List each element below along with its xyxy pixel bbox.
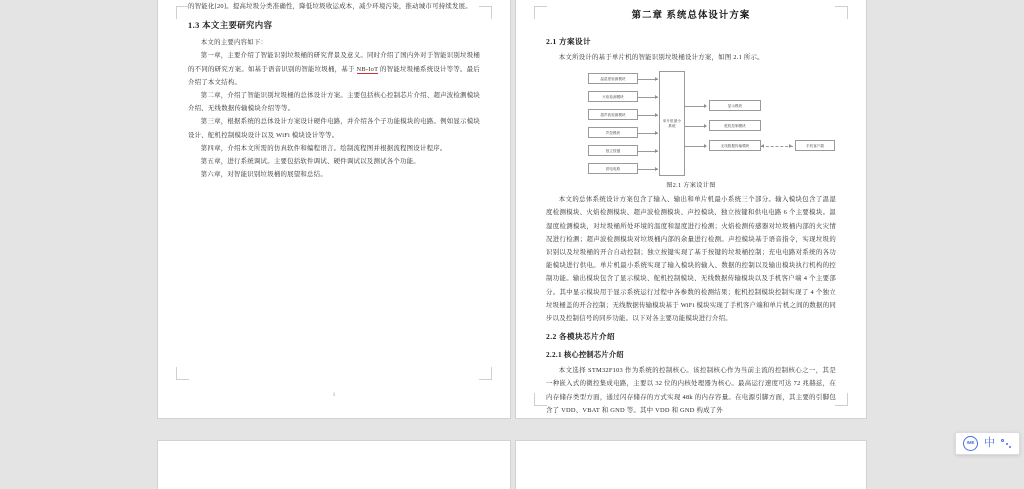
paragraph-2-2-1: 本文选择 STM32F103 作为系统的控制核心。该控制核心作为当前主流的控制核心之一，其是一种嵌入式的微控集成电路，主要以 32 位的内核处理器为核心。最高运行速度可达 72 兆赫兹，在内存储存类型方面，通过闪存储存的方式实现 48k 的内存容量。在电源引脚方面，其主要的引脚包含了 VDD、VBAT 和 GND 等。其中 VDD 和 GND 构成了外	[546, 367, 836, 414]
ime-logo-icon[interactable]: IME	[963, 436, 978, 451]
paragraph-chapter-2: 第二章，介绍了智能识别垃圾桶的总体设计方案。主要包括核心控制芯片介绍、超声波检测模块介绍、无线数据传输模块介绍等等。	[188, 92, 480, 113]
paragraph-system-overview: 本文的总体系统设计方案包含了输入、输出和单片机最小系统三个部分。输入模块包含了温湿度检测模块、火焰检测模块、超声波检测模块、声控模块、独立按键和供电电路 6 个主要模块。温湿度检测模块，对垃圾桶所处环境的温度和湿度进行检测；火焰检测传感器对垃圾桶内部的火灾情况进行检测；超声波检测模块对垃圾桶内部的余量进行检测。声控模块基于语音指令，实现垃圾的识别以及垃圾桶的开合自动控制；独立按键实现了基于按键的垃圾桶控制；充电电路对系统的各功能模块进行供电。单片机最小系统实现了输入模块的输入、数据的控制以及输出模块执行机构的控制功能。输出模块包含了显示模块、舵机控制模块、无线数据传输模块以及手机客户端 4 个主要部分。其中显示模块用于显示系统运行过程中各参数的检测结果；舵机控制模块控制实现了 4 个独立垃圾桶盖的开合控制；无线数据传输模块基于 WiFi 模块实现了手机客户端和单片机之间的数据的同步以及控制信号的同步功能。以下对各主要功能模块进行介绍。	[546, 196, 836, 323]
diagram-arrow-input-5	[655, 167, 658, 171]
diagram-block-terminal: 手机客户端	[795, 140, 835, 151]
paragraph-chapter-4: 第四章，介绍本文所需的仿真软件和编程语言。绘制流程图并根据流程图设计程序。	[200, 144, 447, 152]
page-number-left: 1	[332, 392, 336, 398]
diagram-arrow-input-3	[655, 131, 658, 135]
heading-2-2-1: 2.2.1 核心控制芯片介绍	[546, 351, 624, 360]
crop-mark-top-right	[479, 6, 492, 19]
diagram-line-output-1	[685, 126, 706, 127]
document-page-left[interactable]	[158, 0, 510, 418]
figure-caption: 图2.1 方案设计图	[666, 182, 716, 190]
crop-mark-top-left	[534, 6, 547, 19]
diagram-block-input-5: 供电电路	[588, 163, 638, 174]
chapter-title: 第二章 系统总体设计方案	[631, 11, 751, 21]
diagram-block-input-0: 温湿度检测模块	[588, 73, 638, 84]
diagram-block-mcu-label: 单片机最小系统	[662, 118, 682, 128]
diagram-arrow-output-0	[704, 104, 707, 108]
heading-2-2: 2.2 各模块芯片介绍	[546, 332, 615, 342]
diagram-arrow-input-2	[655, 113, 658, 117]
crop-mark-bottom-right	[479, 367, 492, 380]
diagram-arrow-terminal-left	[761, 144, 764, 148]
crop-mark-bottom-left	[176, 367, 189, 380]
spellcheck-underlined-term: NB-IoT	[356, 65, 379, 73]
paragraph-chapter-6: 第六章，对智能识别垃圾桶的展望和总结。	[200, 171, 327, 179]
diagram-arrow-input-4	[655, 149, 658, 153]
paragraph-intro: 本文的主要内容如下：	[200, 39, 268, 47]
diagram-block-input-3: 声控模块	[588, 127, 638, 138]
diagram-arrow-input-1	[655, 95, 658, 99]
crop-mark-bottom-left	[534, 393, 547, 406]
ime-floating-toolbar[interactable]	[955, 432, 1020, 455]
diagram-line-output-2	[685, 146, 706, 147]
diagram-arrow-terminal-right	[789, 144, 792, 148]
diagram-line-output-0	[685, 106, 706, 107]
heading-2-1: 2.1 方案设计	[546, 37, 591, 46]
paragraph-chapter-1: 第一章，主要介绍了智能识别垃圾桶的研究背景及意义。同时介绍了国内外对于智能识别垃圾桶的不同的研究方案。如基于语音识别的智能垃圾桶，基于 NB-IoT 的智能垃圾桶系统设计等等。最后介绍了本文结构。	[188, 52, 480, 86]
diagram-block-output-1: 舵机控制模块	[709, 120, 761, 131]
crop-mark-top-left	[176, 6, 189, 19]
paragraph-continued: 的智能化[20]。提高垃圾分类准确性，降低垃圾收运成本，减少环境污染，推动城市可持续发展。	[188, 3, 472, 10]
diagram-arrow-output-2	[704, 144, 707, 148]
diagram-block-input-4: 独立按键	[588, 145, 638, 156]
crop-mark-bottom-right	[835, 393, 848, 406]
heading-1-3: 1.3 本文主要研究内容	[188, 21, 273, 31]
crop-mark-top-right	[835, 6, 848, 19]
paragraph-2-1-intro: 本文所设计的基于单片机的智能识别垃圾桶设计方案，如图 2.1 所示。	[558, 54, 764, 61]
paragraph-chapter-3: 第三章，根据系统的总体设计方案设计硬件电路，并介绍各个子功能模块的电路。例如显示模块设计、舵机控制模块设计以及 WiFi 模块设计等等。	[188, 118, 480, 139]
paragraph-chapter-5: 第五章，进行系统调试。主要包括软件调试、硬件调试以及测试各个功能。	[200, 158, 420, 166]
diagram-block-mcu	[659, 71, 685, 176]
diagram-block-input-1: 火焰检测模块	[588, 91, 638, 102]
ime-toolbox-icon[interactable]	[1001, 438, 1012, 450]
diagram-block-input-2: 超声波检测模块	[588, 109, 638, 120]
document-page-right-next[interactable]	[516, 441, 866, 489]
page-right-content	[516, 0, 866, 418]
ime-language-mode-button[interactable]: 中	[984, 437, 995, 449]
page-left-content	[158, 0, 510, 418]
diagram-block-output-2: 无线数据传输模块	[709, 140, 761, 151]
diagram-arrow-output-1	[704, 124, 707, 128]
diagram-block-output-0: 显示模块	[709, 100, 761, 111]
document-page-left-next[interactable]	[158, 441, 510, 489]
diagram-arrow-input-0	[655, 77, 658, 81]
block-diagram-figure	[546, 69, 838, 177]
document-page-right[interactable]	[516, 0, 866, 418]
